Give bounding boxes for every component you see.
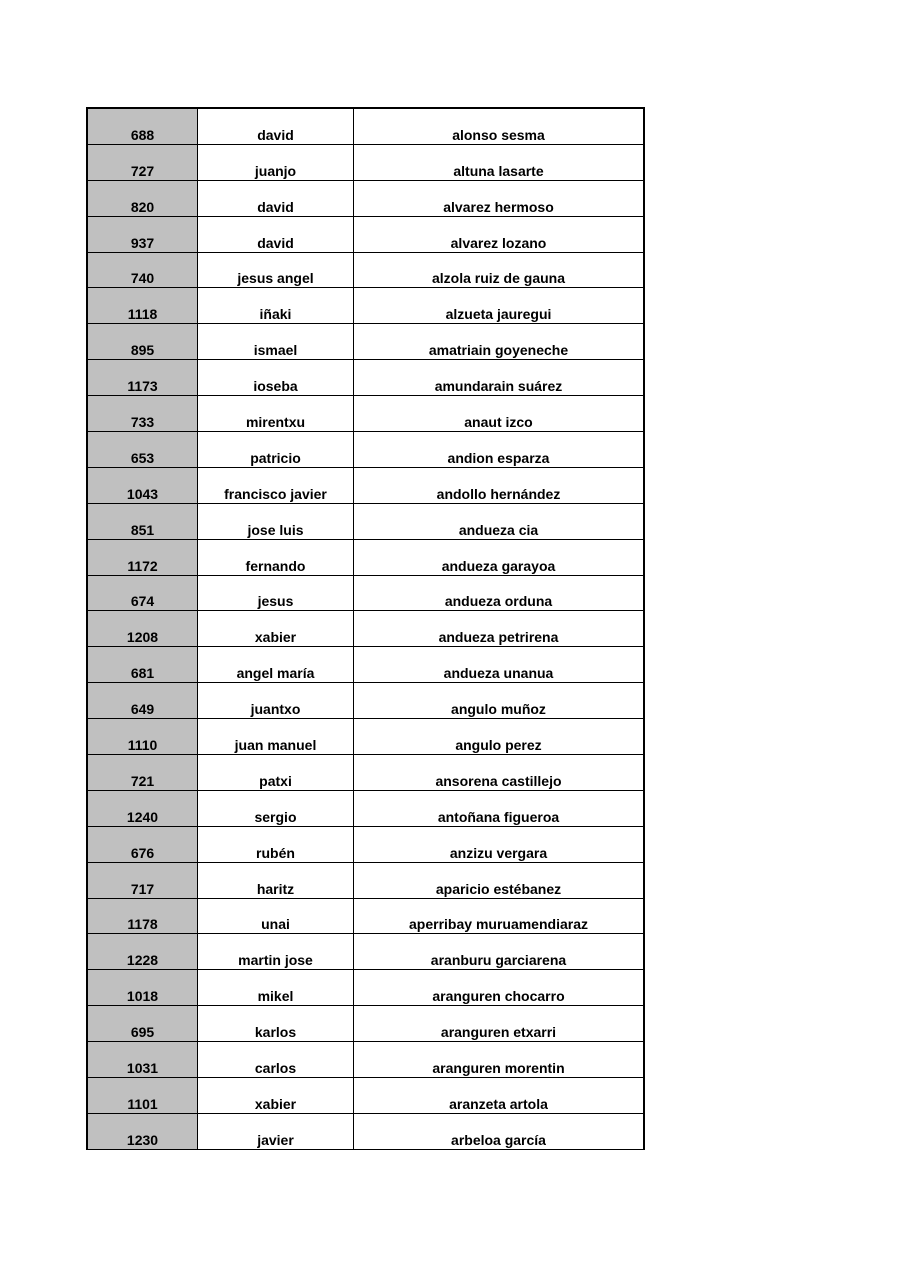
member-number-cell: 653: [88, 432, 198, 467]
member-number-cell: 676: [88, 827, 198, 862]
first-name-cell: jose luis: [198, 504, 354, 539]
first-name-cell: francisco javier: [198, 468, 354, 503]
table-row: [88, 109, 643, 145]
member-number-cell: 895: [88, 324, 198, 359]
surname-cell: andueza unanua: [443, 665, 554, 682]
surname-cell: aperribay muruamendiaraz: [409, 916, 588, 933]
first-name-cell: ioseba: [198, 360, 354, 395]
surname-cell: angulo muñoz: [451, 701, 546, 718]
table-row: [88, 899, 643, 935]
table-row: [88, 396, 643, 432]
table-row: [88, 970, 643, 1006]
first-name-cell: david: [198, 109, 354, 144]
member-number-cell: 688: [88, 109, 198, 144]
member-number-cell: 1178: [88, 899, 198, 934]
surname-cell: aranguren chocarro: [432, 988, 565, 1005]
first-name-cell: xabier: [198, 611, 354, 646]
surname-cell: anaut izco: [464, 414, 533, 431]
first-name-cell: jesus angel: [198, 253, 354, 288]
first-name-cell: ismael: [198, 324, 354, 359]
table-row: [88, 647, 643, 683]
table-row: [88, 540, 643, 576]
table-row: [88, 1042, 643, 1078]
surname-cell: ansorena castillejo: [435, 772, 562, 789]
table-row: [88, 719, 643, 755]
member-number-cell: 1230: [88, 1114, 198, 1149]
surname-cell: andueza cia: [458, 521, 539, 538]
member-number-cell: 1172: [88, 540, 198, 575]
member-table: [86, 107, 645, 1150]
first-name-cell: mikel: [198, 970, 354, 1005]
member-number-cell: 1118: [88, 288, 198, 323]
member-number-cell: 681: [88, 647, 198, 682]
surname-cell: andueza garayoa: [441, 557, 556, 574]
first-name-cell: karlos: [198, 1006, 354, 1041]
member-number-cell: 695: [88, 1006, 198, 1041]
member-number-cell: 1240: [88, 791, 198, 826]
surname-cell: antoñana figueroa: [437, 808, 560, 825]
member-number-cell: 721: [88, 755, 198, 790]
surname-cell: aranzeta artola: [449, 1095, 548, 1112]
table-row: [88, 683, 643, 719]
member-number-cell: 1101: [88, 1078, 198, 1113]
member-number-cell: 1208: [88, 611, 198, 646]
member-number-cell: 1031: [88, 1042, 198, 1077]
table-row: [88, 1078, 643, 1114]
table-row: [88, 611, 643, 647]
table-row: [88, 576, 643, 612]
surname-cell: andueza petrirena: [438, 629, 559, 646]
first-name-cell: juan manuel: [198, 719, 354, 754]
surname-cell: alzueta jauregui: [445, 306, 552, 323]
table-row: [88, 1006, 643, 1042]
table-row: [88, 288, 643, 324]
surname-cell: andion esparza: [447, 449, 550, 466]
table-row: [88, 504, 643, 540]
table-row: [88, 432, 643, 468]
member-number-cell: 1018: [88, 970, 198, 1005]
member-number-cell: 1043: [88, 468, 198, 503]
first-name-cell: iñaki: [198, 288, 354, 323]
surname-cell: amundarain suárez: [434, 378, 563, 395]
surname-cell: aranguren etxarri: [440, 1024, 557, 1041]
member-number-cell: 937: [88, 217, 198, 252]
member-number-cell: 649: [88, 683, 198, 718]
table-row: [88, 863, 643, 899]
surname-cell: andueza orduna: [444, 593, 553, 610]
surname-cell: alzola ruiz de gauna: [431, 270, 566, 287]
table-row: [88, 468, 643, 504]
member-number-cell: 733: [88, 396, 198, 431]
first-name-cell: carlos: [198, 1042, 354, 1077]
table-row: [88, 791, 643, 827]
table-row: [88, 181, 643, 217]
table-row: [88, 755, 643, 791]
table-row: [88, 827, 643, 863]
table-row: [88, 253, 643, 289]
first-name-cell: rubén: [198, 827, 354, 862]
surname-cell: amatriain goyeneche: [428, 342, 569, 359]
first-name-cell: javier: [198, 1114, 354, 1149]
table-row: [88, 145, 643, 181]
surname-cell: anzizu vergara: [449, 844, 548, 861]
surname-cell: arbeloa garcía: [451, 1131, 546, 1148]
first-name-cell: xabier: [198, 1078, 354, 1113]
first-name-cell: martin jose: [198, 934, 354, 969]
member-number-cell: 1173: [88, 360, 198, 395]
surname-cell: altuna lasarte: [453, 162, 544, 179]
first-name-cell: unai: [198, 899, 354, 934]
surname-cell: andollo hernández: [436, 485, 561, 502]
member-number-cell: 717: [88, 863, 198, 898]
first-name-cell: david: [198, 181, 354, 216]
first-name-cell: haritz: [198, 863, 354, 898]
first-name-cell: mirentxu: [198, 396, 354, 431]
surname-cell: alonso sesma: [452, 126, 545, 143]
surname-cell: aranguren morentin: [432, 1060, 565, 1077]
member-number-cell: 1110: [88, 719, 198, 754]
surname-cell: aparicio estébanez: [435, 880, 562, 897]
table-row: [88, 1114, 643, 1150]
surname-cell: alvarez lozano: [450, 234, 547, 251]
member-number-cell: 1228: [88, 934, 198, 969]
member-number-cell: 727: [88, 145, 198, 180]
first-name-cell: juantxo: [198, 683, 354, 718]
surname-cell: alvarez hermoso: [443, 198, 554, 215]
member-number-cell: 674: [88, 576, 198, 611]
first-name-cell: jesus: [198, 576, 354, 611]
first-name-cell: sergio: [198, 791, 354, 826]
first-name-cell: patxi: [198, 755, 354, 790]
member-number-cell: 851: [88, 504, 198, 539]
member-number-cell: 820: [88, 181, 198, 216]
surname-cell: angulo perez: [455, 737, 542, 754]
first-name-cell: patricio: [198, 432, 354, 467]
table-row: [88, 934, 643, 970]
first-name-cell: angel maría: [198, 647, 354, 682]
table-row: [88, 360, 643, 396]
first-name-cell: juanjo: [198, 145, 354, 180]
first-name-cell: fernando: [198, 540, 354, 575]
surname-cell: aranburu garciarena: [430, 952, 567, 969]
table-row: [88, 324, 643, 360]
table-row: [88, 217, 643, 253]
first-name-cell: david: [198, 217, 354, 252]
member-number-cell: 740: [88, 253, 198, 288]
